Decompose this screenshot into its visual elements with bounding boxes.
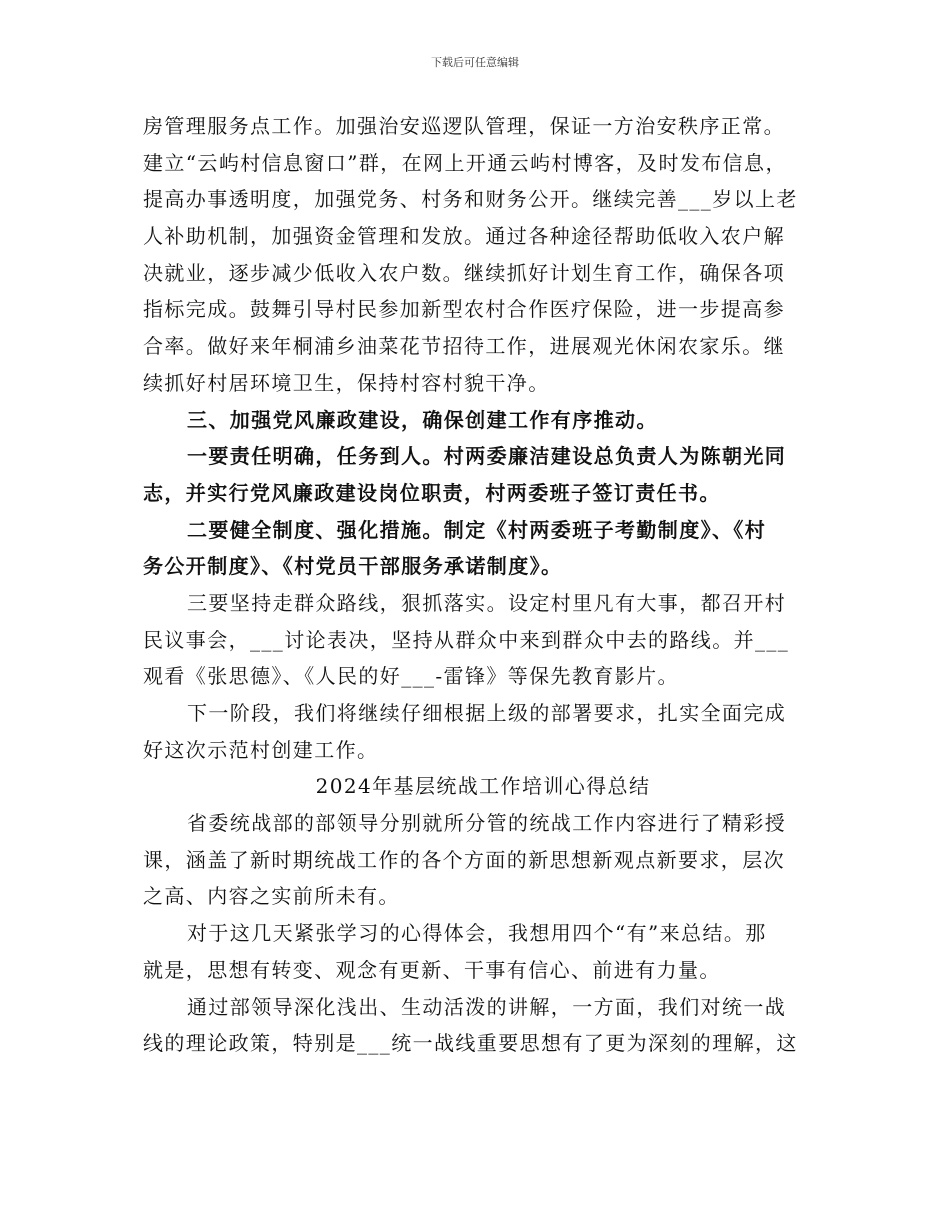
text-line: 建立“云屿村信息窗口”群，在网上开通云屿村博客，及时发布信息， — [143, 150, 787, 175]
document-body — [143, 108, 823, 1062]
text-line: 民议事会，___讨论表决，坚持从群众中来到群众中去的路线。并___ — [143, 627, 790, 652]
text-line: 省委统战部的部领导分别就所分管的统战工作内容进行了精彩授 — [187, 811, 787, 836]
text-line: 课，涵盖了新时期统战工作的各个方面的新思想新观点新要求，层次 — [143, 847, 785, 872]
text-line: 就是，思想有转变、观念有更新、干事有信心、前进有力量。 — [143, 957, 721, 982]
text-line: 指标完成。鼓舞引导村民参加新型农村合作医疗保险，进一步提高参 — [143, 297, 785, 322]
text-line: 续抓好村居环境卫生，保持村容村貌干净。 — [143, 370, 550, 395]
text-line: 提高办事透明度，加强党务、村务和财务公开。继续完善___岁以上老 — [143, 187, 798, 212]
text-line: 志，并实行党风廉政建设岗位职责，村两委班子签订责任书。 — [143, 480, 721, 505]
text-line: 决就业，逐步减少低收入农户数。继续抓好计划生育工作，确保各项 — [143, 260, 785, 285]
text-line: 通过部领导深化浅出、生动活泼的讲解，一方面，我们对统一战 — [187, 994, 787, 1019]
text-line: 观看《张思德》、《人民的好___-雷锋》等保先教育影片。 — [143, 664, 679, 689]
text-line: 对于这几天紧张学习的心得体会，我想用四个“有”来总结。那 — [187, 921, 767, 946]
text-line: 一要责任明确，任务到人。村两委廉洁建设总负责人为陈朝光同 — [187, 444, 787, 469]
text-line: 线的理论政策，特别是___统一战线重要思想有了更为深刻的理解，这 — [143, 1031, 798, 1056]
text-line: 合率。做好来年桐浦乡油菜花节招待工作，进展观光休闲农家乐。继 — [143, 334, 785, 359]
text-line: 务公开制度》、《村党员干部服务承诺制度》。 — [143, 554, 563, 579]
text-line: 三、加强党风廉政建设，确保创建工作有序推动。 — [187, 407, 658, 432]
text-line: 人补助机制，加强资金管理和发放。通过各种途径帮助低收入农户解 — [143, 224, 785, 249]
text-line: 下一阶段，我们将继续仔细根据上级的部署要求，扎实全面完成 — [187, 701, 787, 725]
text-line: 三要坚持走群众路线，狠抓落实。设定村里凡有大事，都召开村 — [187, 590, 787, 615]
section-title: 2024年基层统战工作培训心得总结 — [315, 774, 651, 799]
text-line: 之高、内容之实前所未有。 — [143, 884, 400, 909]
page-header: 下载后可任意编辑 — [431, 56, 519, 69]
text-line: 房管理服务点工作。加强治安巡逻队管理，保证一方治安秩序正常。 — [143, 114, 785, 138]
text-line: 二要健全制度、强化措施。制定《村两委班子考勤制度》、《村 — [187, 517, 767, 542]
text-line: 好这次示范村创建工作。 — [143, 737, 379, 762]
